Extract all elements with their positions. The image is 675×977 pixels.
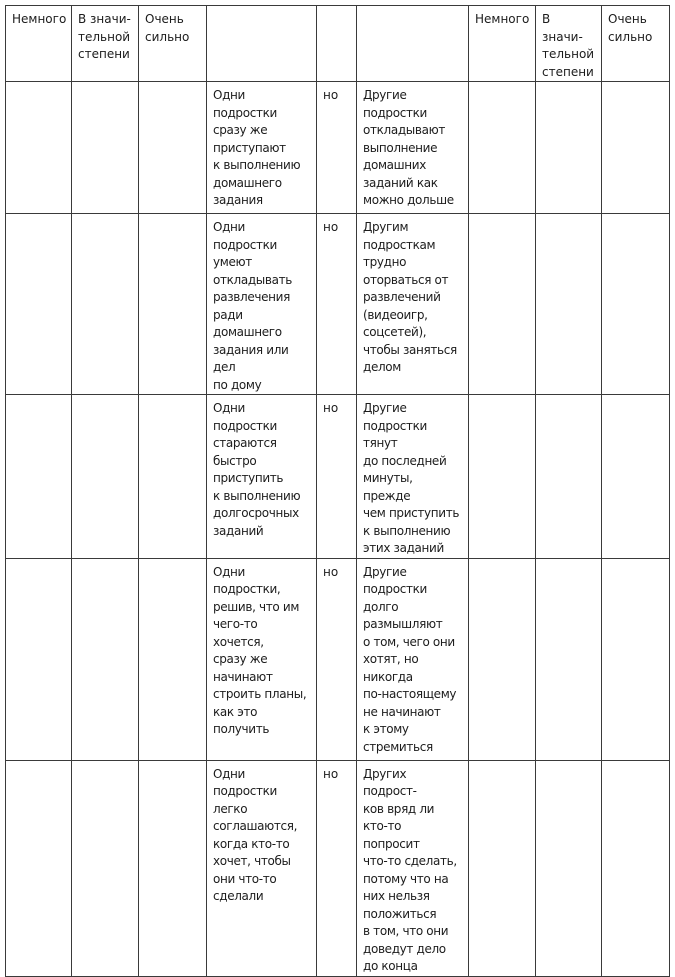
answer-cell-right-significantly[interactable]: [536, 395, 602, 559]
header-right-significantly: В значи- тельной степени: [536, 6, 602, 82]
answer-cell-left-very-strongly[interactable]: [139, 395, 207, 559]
answer-cell-right-very-strongly[interactable]: [602, 82, 670, 214]
answer-cell-right-significantly[interactable]: [536, 760, 602, 976]
opposite-statement-cell: Другие подростки откладывают выполнение домашних заданий как можно дольше: [357, 82, 469, 214]
answer-cell-left-slightly[interactable]: [6, 214, 72, 395]
header-left-very-strongly: Очень сильно: [139, 6, 207, 82]
answer-cell-left-slightly[interactable]: [6, 82, 72, 214]
header-left-slightly: Немного: [6, 6, 72, 82]
answer-cell-right-slightly[interactable]: [469, 558, 536, 760]
table-row: [6, 395, 670, 559]
answer-cell-left-very-strongly[interactable]: [139, 558, 207, 760]
table-row: [6, 760, 670, 976]
answer-cell-left-significantly[interactable]: [72, 395, 139, 559]
statement-cell: Одни подростки, решив, что им чего-то хочется, сразу же начинают строить планы, как это получить: [207, 558, 317, 760]
answer-cell-left-significantly[interactable]: [72, 214, 139, 395]
answer-cell-right-very-strongly[interactable]: [602, 395, 670, 559]
connector-cell: но: [317, 558, 357, 760]
answer-cell-right-slightly[interactable]: [469, 395, 536, 559]
connector-cell: но: [317, 82, 357, 214]
connector-cell: но: [317, 395, 357, 559]
answer-cell-right-very-strongly[interactable]: [602, 760, 670, 976]
answer-cell-left-very-strongly[interactable]: [139, 760, 207, 976]
header-connector-blank: [317, 6, 357, 82]
connector-cell: но: [317, 214, 357, 395]
self-assessment-table: [5, 5, 670, 977]
answer-cell-left-significantly[interactable]: [72, 760, 139, 976]
answer-cell-right-very-strongly[interactable]: [602, 214, 670, 395]
statement-cell: Одни подростки стараются быстро приступить к выполнению долгосрочных заданий: [207, 395, 317, 559]
answer-cell-right-significantly[interactable]: [536, 82, 602, 214]
answer-cell-right-significantly[interactable]: [536, 558, 602, 760]
answer-cell-right-slightly[interactable]: [469, 760, 536, 976]
table-row: [6, 214, 670, 395]
statement-cell: Одни подростки сразу же приступают к выполнению домашнего задания: [207, 82, 317, 214]
connector-cell: но: [317, 760, 357, 976]
header-row: [6, 6, 670, 82]
opposite-statement-cell: Другие подростки тянут до последней минуты, прежде чем приступить к выполнению этих заданий: [357, 395, 469, 559]
answer-cell-right-slightly[interactable]: [469, 214, 536, 395]
header-right-slightly: Немного: [469, 6, 536, 82]
answer-cell-left-significantly[interactable]: [72, 558, 139, 760]
statement-cell: Одни подростки умеют откладывать развлечения ради домашнего задания или дел по дому: [207, 214, 317, 395]
answer-cell-left-significantly[interactable]: [72, 82, 139, 214]
header-right-very-strongly: Очень сильно: [602, 6, 670, 82]
statement-cell: Одни подростки легко соглашаются, когда кто-то хочет, чтобы они что-то сделали: [207, 760, 317, 976]
answer-cell-left-very-strongly[interactable]: [139, 214, 207, 395]
answer-cell-right-very-strongly[interactable]: [602, 558, 670, 760]
opposite-statement-cell: Другие подростки долго размышляют о том, чего они хотят, но никогда по-настоящему не начинают к этому стремиться: [357, 558, 469, 760]
table-row: [6, 558, 670, 760]
answer-cell-right-slightly[interactable]: [469, 82, 536, 214]
table-row: [6, 82, 670, 214]
header-opposite-blank: [357, 6, 469, 82]
answer-cell-left-slightly[interactable]: [6, 395, 72, 559]
answer-cell-left-slightly[interactable]: [6, 558, 72, 760]
opposite-statement-cell: Другим подросткам трудно оторваться от развлечений (видеоигр, соцсетей), чтобы заняться делом: [357, 214, 469, 395]
opposite-statement-cell: Других подрост- ков вряд ли кто-то попросит что-то сделать, потому что на них нельзя положиться в том, что они доведут дело до конца: [357, 760, 469, 976]
answer-cell-right-significantly[interactable]: [536, 214, 602, 395]
answer-cell-left-very-strongly[interactable]: [139, 82, 207, 214]
header-left-significantly: В значи- тельной степени: [72, 6, 139, 82]
answer-cell-left-slightly[interactable]: [6, 760, 72, 976]
header-statement-blank: [207, 6, 317, 82]
